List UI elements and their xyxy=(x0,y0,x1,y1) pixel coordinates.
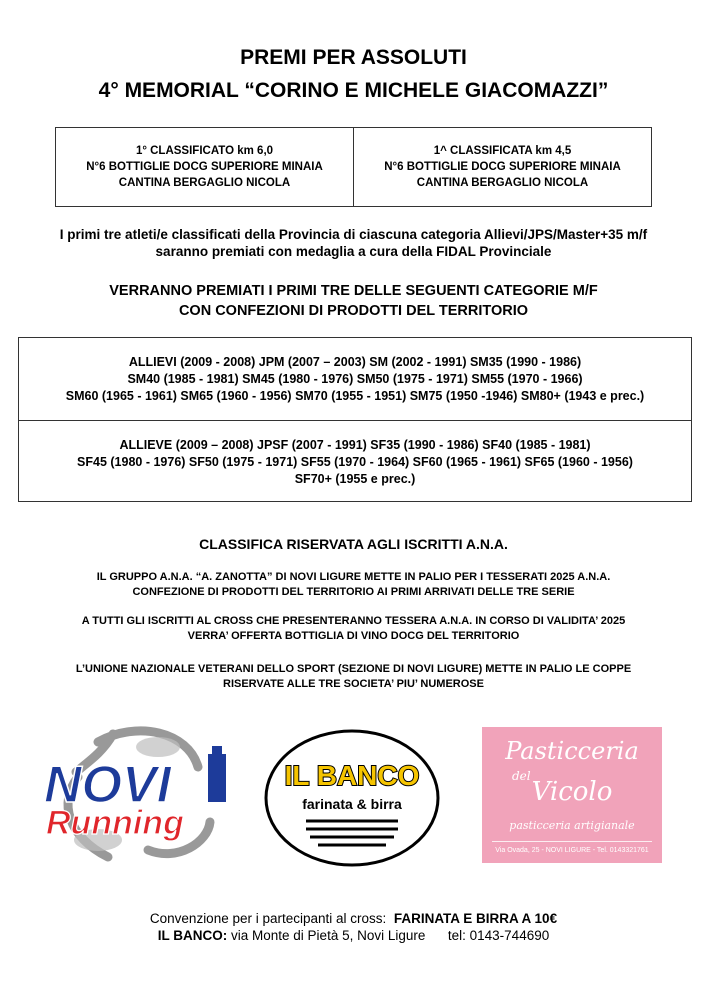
prize-men-line: 1° CLASSIFICATO km 6,0 xyxy=(135,145,274,157)
novi-text: NOVI xyxy=(44,756,172,814)
pasticceria-logo xyxy=(482,727,662,863)
categories-male-row xyxy=(19,338,691,420)
ana-paragraph-line: A TUTTI GLI ISCRITTI AL CROSS CHE PRESENTERANNO TESSERA A.N.A. IN CORSO DI VALIDITA’ 2025 xyxy=(81,615,626,627)
prize-women-line: N°6 BOTTIGLIE DOCG SUPERIORE MINAIA xyxy=(384,161,621,173)
ana-title: CLASSIFICA RISERVATA AGLI ISCRITTI A.N.A. xyxy=(199,536,508,552)
ana-paragraph-line: L’UNIONE NAZIONALE VETERANI DELLO SPORT (SEZIONE DI NOVI LIGURE) METTE IN PALIO LE COPPE xyxy=(75,663,632,675)
province-note xyxy=(0,226,707,260)
footer-line-1 xyxy=(0,911,707,926)
prize-women-line: CANTINA BERGAGLIO NICOLA xyxy=(416,177,589,189)
pasticceria-name: Pasticceria xyxy=(505,737,639,765)
footer-convention-text: Convenzione per i partecipanti al cross: xyxy=(149,911,387,926)
pasticceria-address: Via Ovada, 25 - NOVI LIGURE - Tel. 0143321761 xyxy=(495,847,649,854)
title-memorial: 4° MEMORIAL “CORINO E MICHELE GIACOMAZZI” xyxy=(98,79,609,102)
footer-banco-label: IL BANCO: xyxy=(157,928,228,943)
banco-sub: farinata & birra xyxy=(302,796,402,812)
ana-paragraph-line: CONFEZIONE DI PRODOTTI DEL TERRITORIO AI PRIMI ARRIVATI DELLE TRE SERIE xyxy=(132,586,575,598)
category-line: SM40 (1985 - 1981) SM45 (1980 - 1976) SM50 (1975 - 1971) SM55 (1970 - 1966) xyxy=(127,371,583,386)
category-line: SF70+ (1955 e prec.) xyxy=(294,471,416,486)
categories-heading xyxy=(0,281,707,321)
novi-running-logo xyxy=(38,722,236,867)
province-note-line: saranno premiati con medaglia a cura della FIDAL Provinciale xyxy=(155,244,552,259)
prize-cell-men xyxy=(56,128,353,206)
province-note-line: I primi tre atleti/e classificati della Provincia di ciascuna categoria Allievi/JPS/Master+35 m/f xyxy=(59,227,648,242)
il-banco-logo xyxy=(262,727,442,869)
footer-address: via Monte di Pietà 5, Novi Ligure xyxy=(231,928,426,943)
categories-heading-line: CON CONFEZIONI DI PRODOTTI DEL TERRITORIO xyxy=(178,303,529,319)
category-line: ALLIEVE (2009 – 2008) JPSF (2007 - 1991) SF35 (1990 - 1986) SF40 (1985 - 1981) xyxy=(119,437,591,452)
pasticceria-vicolo: Vicolo xyxy=(531,777,613,807)
ana-paragraph-1 xyxy=(0,570,707,600)
category-line: SM60 (1965 - 1961) SM65 (1960 - 1956) SM70 (1955 - 1951) SM75 (1950 -1946) SM80+ (1943 e prec.) xyxy=(65,388,645,403)
banco-name: IL BANCO xyxy=(284,760,420,791)
ana-paragraph-line: RISERVATE ALLE TRE SOCIETA’ PIU’ NUMEROSE xyxy=(223,678,484,690)
categories-female-row xyxy=(19,420,691,503)
categories-table xyxy=(18,337,692,502)
prize-cell-women xyxy=(353,128,651,206)
running-text: Running xyxy=(46,804,184,842)
categories-heading-line: VERRANNO PREMIATI I PRIMI TRE DELLE SEGUENTI CATEGORIE M/F xyxy=(109,283,598,299)
category-line: ALLIEVI (2009 - 2008) JPM (2007 – 2003) SM (2002 - 1991) SM35 (1990 - 1986) xyxy=(128,354,582,369)
title-premi: PREMI PER ASSOLUTI xyxy=(240,46,467,69)
pasticceria-sub: pasticceria artigianale xyxy=(509,819,635,832)
pasticceria-divider xyxy=(492,841,652,842)
prize-men-line: N°6 BOTTIGLIE DOCG SUPERIORE MINAIA xyxy=(86,161,323,173)
footer-line-2 xyxy=(0,928,707,943)
ana-paragraph-3 xyxy=(0,662,707,692)
category-line: SF45 (1980 - 1976) SF50 (1975 - 1971) SF55 (1970 - 1964) SF60 (1965 - 1961) SF65 (1960 - 1956) xyxy=(77,454,633,469)
prize-women-line: 1^ CLASSIFICATA km 4,5 xyxy=(433,145,572,157)
footer-tel: tel: 0143-744690 xyxy=(447,928,550,943)
ana-paragraph-line: IL GRUPPO A.N.A. “A. ZANOTTA” DI NOVI LIGURE METTE IN PALIO PER I TESSERATI 2025 A.N.A. xyxy=(96,571,611,583)
il-banco-logo-graphic xyxy=(262,727,442,869)
pasticceria-del: del xyxy=(512,769,531,783)
prize-table xyxy=(55,127,652,207)
novi-running-logo-graphic xyxy=(38,722,236,867)
footer-offer: FARINATA E BIRRA A 10€ xyxy=(393,911,558,926)
ana-paragraph-line: VERRA’ OFFERTA BOTTIGLIA DI VINO DOCG DEL TERRITORIO xyxy=(187,630,520,642)
ana-paragraph-2 xyxy=(0,614,707,644)
prize-men-line: CANTINA BERGAGLIO NICOLA xyxy=(118,177,291,189)
